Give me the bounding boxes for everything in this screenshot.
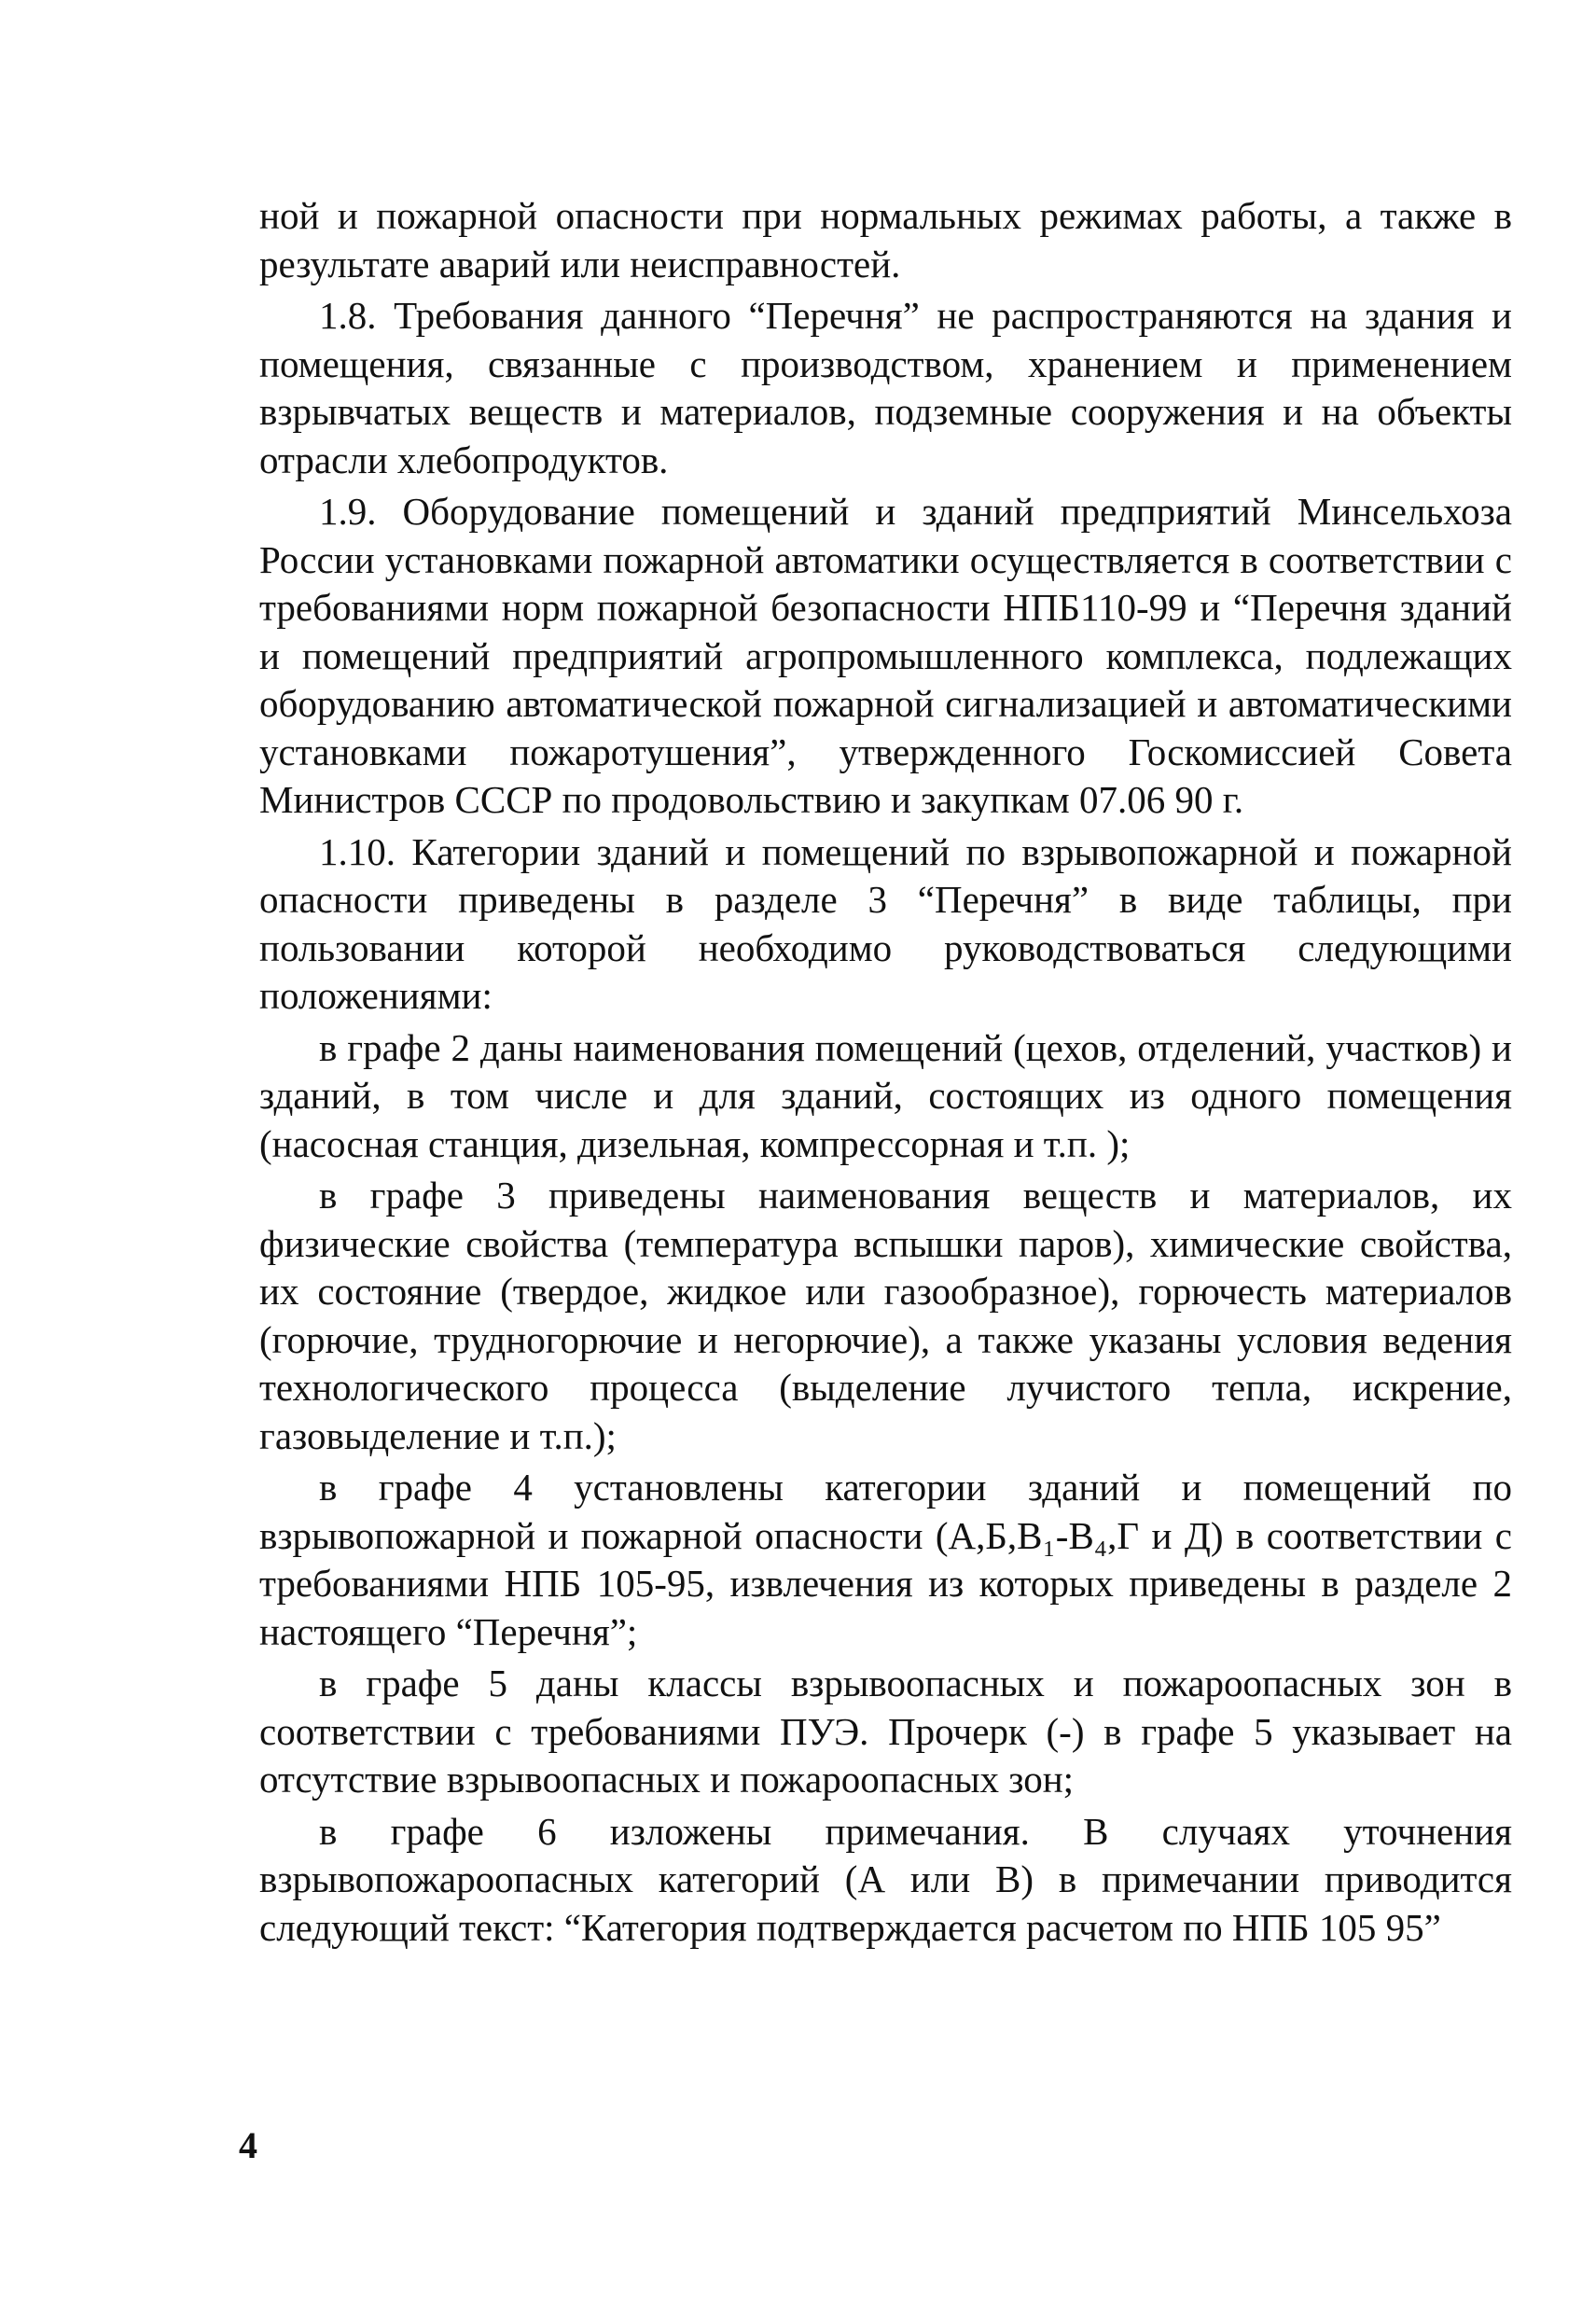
paragraph-column-6: в графе 6 изложены примечания. В случаях уточнения взрывопожароопасных категорий (А или В) в примечании приводится следующий текст: “Категория подтверждается расчетом по НПБ 105 95” — [259, 1809, 1512, 1949]
paragraph-column-4: в графе 4 установлены категории зданий и помещений по взрывопожарной и пожарной опасности (А,Б,В₁-В₄,Г и Д) в соответствии с требованиями НПБ 105-95, извлечения из которых приведены в разделе 2 настоящего “Перечня”; — [259, 1466, 1512, 1653]
page-number: 4 — [239, 2124, 257, 2166]
paragraph-1-9: 1.9. Оборудование помещений и зданий предприятий Минсельхоза России установками пожарной автоматики осуществляется в соответствии с требованиями норм пожарной безопасности НПБ110-99 и “Перечня зданий и помещений предприятий агропромышленного комплекса, подлежащих оборудованию автоматической пожарной сигнализацией и автоматическими установками пожаротушения”, утвержденного Госкомиссией Совета Министров СССР по продовольствию и закупкам 07.06 90 г. — [259, 490, 1512, 821]
paragraph-continuation: ной и пожарной опасности при нормальных режимах работы, а также в результате аварий или неисправностей. — [259, 194, 1512, 285]
paragraph-column-2: в графе 2 даны наименования помещений (цехов, отделений, участков) и зданий, в том числе и для зданий, состоящих из одного помещения (насосная станция, дизельная, компрессорная и т.п. ); — [259, 1025, 1512, 1165]
paragraph-column-5: в графе 5 даны классы взрывоопасных и пожароопасных зон в соответствии с требованиями ПУЭ. Прочерк (-) в графе 5 указывает на отсутствие взрывоопасных и пожароопасных зон; — [259, 1662, 1512, 1801]
paragraph-1-8: 1.8. Требования данного “Перечня” не распространяются на здания и помещения, связанные с производством, хранением и применением взрывчатых веществ и материалов, подземные сооружения и на объекты отрасли хлебопродуктов. — [259, 294, 1512, 481]
paragraph-1-10: 1.10. Категории зданий и помещений по взрывопожарной и пожарной опасности приведены в разделе 3 “Перечня” в виде таблицы, при пользовании которой необходимо руководствоваться следующими положениями: — [259, 829, 1512, 1017]
body-text — [259, 192, 1512, 1955]
paragraph-column-3: в графе 3 приведены наименования веществ и материалов, их физические свойства (температура вспышки паров), химические свойства, их состояние (твердое, жидкое или газообразное), горючесть материалов (горючие, трудногорючие и негорючие), а также указаны условия ведения технологического процесса (выделение лучистого тепла, искрение, газовыделение и т.п.); — [259, 1174, 1512, 1457]
